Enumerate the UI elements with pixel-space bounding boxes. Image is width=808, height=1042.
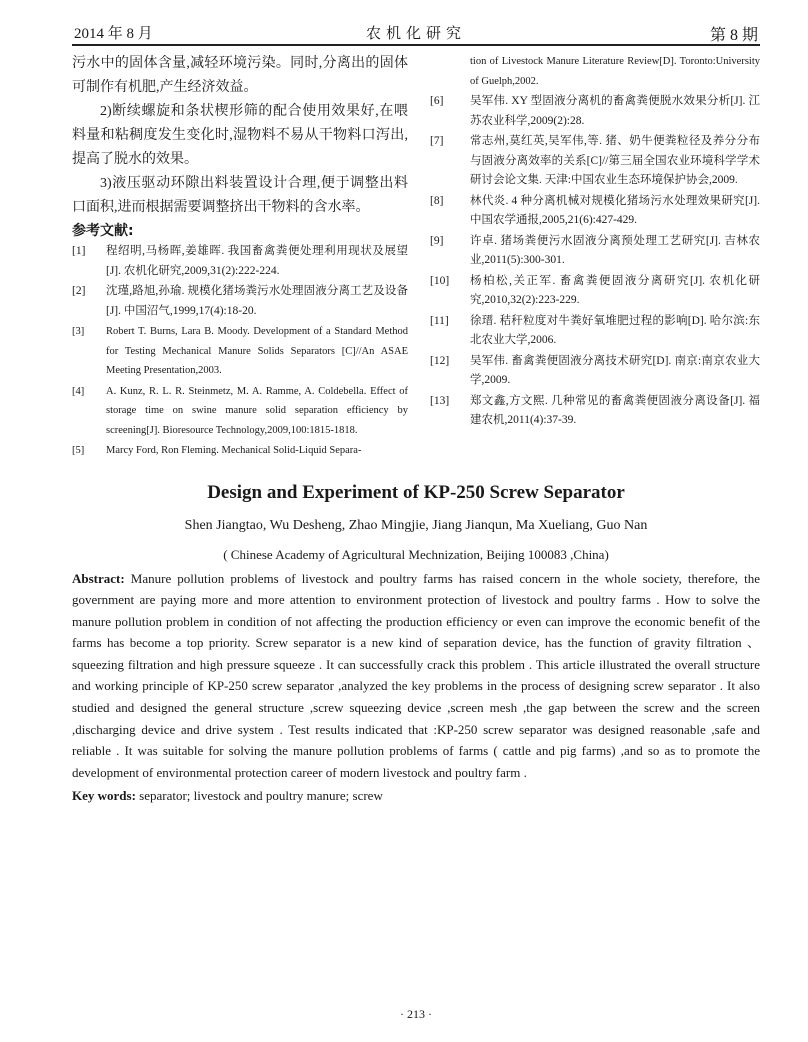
reference-number: [7] [430, 135, 444, 147]
reference-number: [2] [72, 285, 86, 297]
reference-number: [13] [430, 394, 450, 407]
english-affiliation: ( Chinese Academy of Agricultural Mechnization, Beijing 100083 ,China) [223, 546, 609, 562]
reference-item [72, 242, 408, 281]
reference-number: [8] [430, 194, 444, 207]
reference-text: 沈瑾,路旭,孙瑜. 规模化猪场粪污水处理固液分离工艺及设备[J]. 中国沼气,1999,17(4):18-20. [106, 285, 408, 317]
reference-continuation [430, 52, 760, 91]
abstract-label: Abstract: [72, 570, 125, 586]
abstract-text: Manure pollution problems of livestock and poultry farms has raised concern in the whole society, therefore, the government are paying more and more attention to environment protection of livestock and poultry farms . How to solve the manure pollution problem in condition of not affecting the production efficiency or even can improve the economic benefit of the farms has become a top priority. Screw separator is a new kind of separation device, has the function of gravity filtration 、squeezing filtration and high pressure squeeze . It can successfully crack this problem . This article illustrated the overall structure and working principle of KP-250 screw separator ,analyzed the key problems in the process of designing screw separator . It also studied and designed the general structure ,screw squeezing device ,screen mesh ,the gap between the screw and the screen ,discharging device and drive system . Test results indicated that :KP-250 screw separator was designed reasonable ,safe and reliable . It was suitable for solving the manure pollution problems of farms ( cattle and pig farms) ,and so as to promote the development of environmental protection career of modern livestock and poultry farm . [72, 570, 761, 780]
reference-text: tion of Livestock Manure Literature Review[D]. Toronto:University of Guelph,2002. [470, 56, 760, 87]
reference-text: Robert T. Burns, Lara B. Moody. Development of a Standard Method for Testing Mechanical Manure Solids Separators [C]//An ASAE Meeting Presentation,2003. [106, 326, 408, 376]
reference-item [430, 132, 760, 191]
body-paragraph: 2)断续螺旋和条状楔形筛的配合使用效果好,在喂料量和粘稠度发生变化时,湿物料不易从干物料口泻出,提高了脱水的效果。 [72, 104, 408, 167]
english-section [72, 480, 760, 808]
reference-text: 徐瑨. 秸秆粒度对牛粪好氧堆肥过程的影响[D]. 哈尔滨:东北农业大学,2006. [470, 314, 760, 346]
reference-number: [5] [72, 445, 85, 456]
reference-item [72, 282, 408, 321]
reference-text: 郑文鑫,方文熙. 几种常见的畜禽粪便固液分离设备[J]. 福建农机,2011(4):37-39. [470, 394, 760, 426]
reference-text: 许卓. 猪场粪便污水固液分离预处理工艺研究[J]. 吉林农业,2011(5):300-301. [470, 234, 760, 266]
reference-item [430, 192, 760, 231]
running-header [72, 22, 760, 44]
reference-item [72, 322, 408, 381]
reference-text: 林代炎. 4 种分离机械对规模化猪场污水处理效果研究[J]. 中国农学通报,2005,21(6):427-429. [470, 194, 760, 226]
reference-number: [9] [430, 234, 444, 247]
reference-text: Marcy Ford, Ron Fleming. Mechanical Solid-Liquid Separa- [106, 445, 362, 456]
keywords-text: separator; livestock and poultry manure; screw [139, 788, 383, 804]
reference-item [430, 312, 760, 351]
left-column [72, 52, 408, 462]
keywords-label: Key words: [72, 788, 136, 804]
reference-item [430, 352, 760, 391]
header-date: 2014 年 8 月 [74, 26, 153, 42]
reference-number: [11] [430, 314, 449, 327]
reference-text: 杨柏松,关正军. 畜禽粪便固液分离研究[J]. 农机化研究,2010,32(2):223-229. [470, 274, 760, 306]
reference-number: [1] [72, 245, 86, 257]
header-rule [72, 44, 760, 46]
english-authors: Shen Jiangtao, Wu Desheng, Zhao Mingjie, Jiang Jianqun, Ma Xueliang, Guo Nan [184, 517, 648, 533]
reference-number: [6] [430, 95, 444, 107]
reference-number: [12] [430, 354, 450, 367]
reference-text: 程绍明,马杨晖,姜雄晖. 我国畜禽粪便处理利用现状及展望[J]. 农机化研究,2009,31(2):222-224. [106, 245, 408, 277]
header-issue: 第 8 期 [709, 27, 758, 44]
page-number: · 213 · [400, 1007, 432, 1022]
english-keywords [72, 785, 760, 807]
reference-item [430, 392, 760, 431]
page [72, 0, 760, 1042]
reference-item [72, 382, 408, 441]
reference-text: 吴军伟. XY 型固液分离机的畜禽粪便脱水效果分析[J]. 江苏农业科学,2009(2):28. [470, 95, 760, 127]
reference-number: [4] [72, 385, 85, 397]
body-paragraph: 3)液压驱动环隙出料装置设计合理,便于调整出料口面积,进而根据需要调整挤出干物料的含水率。 [72, 176, 408, 215]
reference-item [72, 441, 408, 461]
reference-text: 常志州,莫红英,吴军伟,等. 猪、奶牛便粪粒径及养分分布与固液分离效率的关系[C]//第三届全国农业环境科学学术研讨会论文集. 天津:中国农业生态环境保护协会,2009. [470, 135, 760, 186]
two-column-body [72, 52, 760, 462]
reference-item [430, 92, 760, 131]
reference-number: [10] [430, 274, 450, 287]
english-title: Design and Experiment of KP-250 Screw Separator [207, 481, 625, 503]
reference-item [430, 232, 760, 271]
reference-item [430, 272, 760, 311]
reference-text: 吴军伟. 畜禽粪便固液分离技术研究[D]. 南京:南京农业大学,2009. [470, 354, 760, 386]
reference-number: [3] [72, 326, 85, 337]
reference-text: A. Kunz, R. L. R. Steinmetz, M. A. Ramme, A. Coldebella. Effect of storage time on swine manure solid separation efficiency by screening[J]. Bioresource Technology,2009,100:1815-1818. [106, 385, 408, 436]
body-paragraph: 污水中的固体含量,减轻环境污染。同时,分离出的固体可制作有机肥,产生经济效益。 [72, 56, 408, 95]
right-column [430, 52, 760, 432]
references-heading: 参考文献: [72, 223, 134, 239]
header-journal-name: 农机化研究 [365, 26, 466, 42]
english-abstract [72, 568, 760, 784]
